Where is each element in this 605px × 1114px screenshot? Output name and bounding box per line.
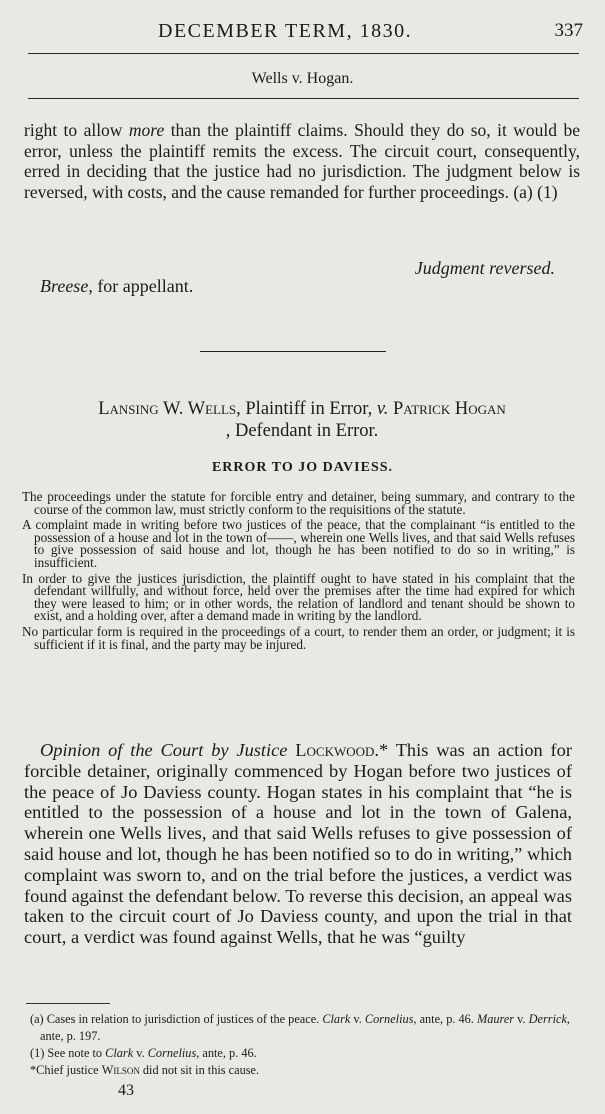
headnote: The proceedings under the statute for forcible entry and detainer, being summary, and contrary to the course of the common law, must strictly conform to the requisitions of the statute. <box>22 489 575 517</box>
footnote-1: (1) See note to Clark v. Cornelius, ante, p. 46. <box>30 1046 257 1060</box>
footnote-star: *Chief justice Wilson did not sit in this cause. <box>30 1063 260 1077</box>
running-head <box>28 20 583 50</box>
judgment-line: Judgment reversed. <box>414 258 555 278</box>
case-title: Lansing W. Wells, Plaintiff in Error, v. Patrick Hogan , Defendant in Error. <box>98 399 506 441</box>
opinion-body: Opinion of the Court by Justice Lockwood.* This was an action for forcible detainer, originally commenced by Hogan before two justices of the peace of Jo Daviess county. Hogan states in his complaint that “he is entitled to the possession of a house and lot in the town of Galena, wherein one Wells lives, and that said Wells refuses to give possession of said house and lot, though he has been notified so to do in writing,” which complaint was sworn to, and on the trial before the justices, a verdict was found against the defendant below. To reverse this decision, an appeal was taken to the circuit court of Jo Daviess county, and upon the trial in that court, a verdict was found against Wells, that he was “guilty <box>24 740 572 948</box>
footnotes <box>22 1011 578 1079</box>
prior-opinion-text: right to allow more than the plaintiff claims. Should they do so, it would be error, unless the plaintiff remits the excess. The circuit court, consequently, erred in deciding that the justice had no jurisdiction. The judgment below is reversed, with costs, and the cause remanded for further proceedings. (a) (1) <box>24 120 580 202</box>
header-rule <box>28 53 579 54</box>
page-number: 337 <box>554 20 583 41</box>
headnote: In order to give the justices jurisdiction, the plaintiff ought to have stated in his complaint that the defendant willfully, and without force, held over the premises after the time had expired for which they were leased to him; or in other words, the relation of landlord and tenant should be shown to exist, and a holding over, after a demand made in writing by the landlord. <box>22 570 575 624</box>
justice-name: Lockwood <box>295 740 375 760</box>
signature-mark: 43 <box>118 1082 134 1099</box>
counsel-name: Breese <box>40 276 89 296</box>
counsel-line: Breese, for appellant. <box>40 276 194 296</box>
emphasis: more <box>128 120 165 140</box>
section-divider <box>200 351 386 352</box>
case-subhead: Wells v. Hogan. <box>251 70 354 87</box>
headnote: A complaint made in writing before two justices of the peace, that the complainant “is entitled to the possession of a house and lot in the town of——, wherein one Wells lives, and that said Wells refuses to give possession of said house and lot, though he has been notified to do so in writing,” is insufficient. <box>22 517 575 570</box>
footnote-a: (a) Cases in relation to jurisdiction of justices of the peace. Clark v. Cornelius, ante, p. 46. Maurer v. Derrick, ante, p. 197. <box>30 1012 570 1043</box>
term-title: DECEMBER TERM, 1830. <box>158 20 413 42</box>
subhead-rule <box>28 98 579 99</box>
footnote-rule <box>26 1003 110 1004</box>
headnote: No particular form is required in the proceedings of a court, to render them an order, or judgment; it is sufficient if it is final, and the party may be injured. <box>22 623 575 652</box>
opinion-lead: Opinion of the Court by Justice <box>40 740 288 760</box>
error-to-heading: ERROR TO JO DAVIESS. <box>211 460 394 475</box>
headnotes <box>22 491 575 654</box>
